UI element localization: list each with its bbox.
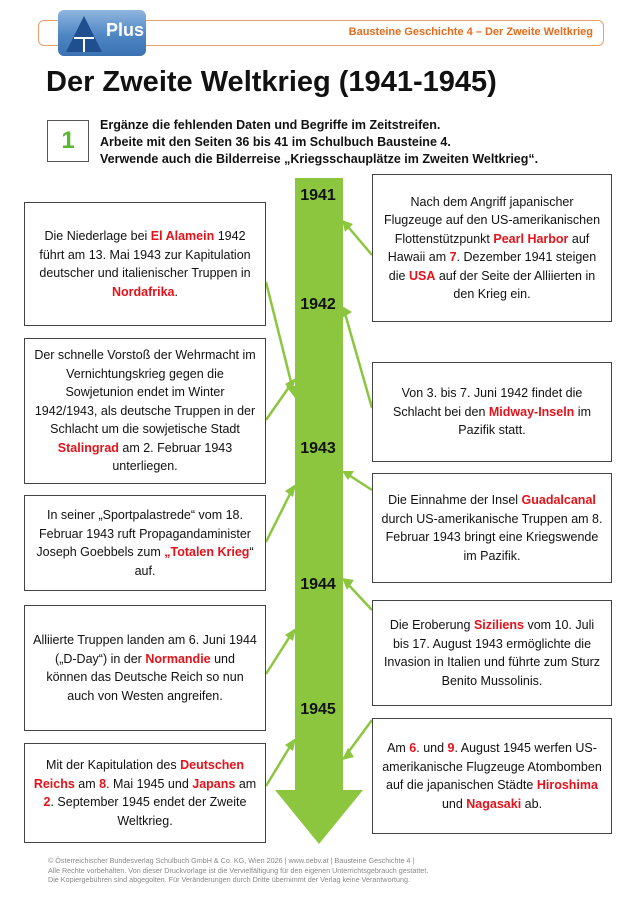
year-label: 1943 [300,440,336,457]
event-box-pearl-harbor [372,174,612,322]
arrowhead-icon [285,628,296,641]
event-text: Die Einnahme der Insel Guadalcanal durch US-amerikanische Truppen am 8. Februar 1943 bringt eine Kriegswende im Pazifik. [381,493,603,563]
arrowhead-icon [285,484,296,497]
header-title: Bausteine Geschichte 4 – Der Zweite Weltkrieg [348,26,593,38]
year-label: 1941 [300,187,336,204]
connector-line [266,282,294,394]
event-text: Nach dem Angriff japanischer Flugzeuge auf den US-amerikanischen Flottenstützpunkt Pearl Harbor auf Hawaii am 7. Dezember 1941 steigen die USA auf der Seite der Alliierten in den Krieg ein. [383,194,601,301]
event-box-guadalcanal [372,473,612,583]
arrowhead-icon [342,748,354,760]
connector-line [344,310,372,408]
event-box-totaler-krieg [24,495,266,591]
task-line: Arbeite mit den Seiten 36 bis 41 im Schulbuch Bausteine 4. [100,135,451,149]
year-label: 1944 [300,576,336,593]
event-text: In seiner „Sportpalastrede“ vom 18. Februar 1943 ruft Propagandaminister Joseph Goebbels zum „Totalen Krieg“ auf. [36,508,254,578]
event-text: Mit der Kapitulation des Deutschen Reichs am 8. Mai 1945 und Japans am 2. September 1945 endet der Zweite Weltkrieg. [33,758,257,828]
event-box-hiroshima-nagasaki [372,718,612,834]
event-text: Alliierte Truppen landen am 6. Juni 1944 („D-Day“) in der Normandie und können das Deutsche Reich so nun auch von Westen angreifen. [33,633,257,703]
task-line: Ergänze die fehlenden Daten und Begriffe im Zeitstreifen. [100,118,441,132]
year-label: 1945 [300,701,336,718]
footer-copyright [48,856,428,885]
event-text: Von 3. bis 7. Juni 1942 findet die Schlacht bei den Midway-Inseln im Pazifik statt. [392,386,591,438]
event-box-kapitulation [24,743,266,843]
task-line: Verwende auch die Bilderreise „Kriegsschauplätze im Zweiten Weltkrieg“. [100,152,539,166]
event-text: Die Eroberung Siziliens vom 10. Juli bis 17. August 1943 ermöglichte die Invasion in Italien und führte zum Sturz Benito Mussolinis. [383,618,601,688]
event-box-stalingrad [24,338,266,484]
event-box-normandie [24,605,266,731]
timeline-arrowhead [275,790,363,844]
event-box-sizilien [372,600,612,706]
footer-line: Die Kopiergebühren sind abgegolten. Für Veränderungen durch Dritte übernimmt der Verlag keine Verantwortung. [48,875,410,884]
logo-text: Plus [106,20,145,40]
page-title: Der Zweite Weltkrieg (1941-1945) [46,66,497,98]
event-text: Am 6. und 9. August 1945 werfen US-amerikanische Flugzeuge Atombomben auf die japanischen Städte Hiroshima und Nagasaki ab. [382,741,602,811]
event-box-midway [372,362,612,462]
event-text: Die Niederlage bei El Alamein 1942 führt am 13. Mai 1943 zur Kapitulation deutscher und italienischer Truppen in Nordafrika. [39,229,251,299]
footer-line: © Österreichischer Bundesverlag Schulbuch GmbH & Co. KG, Wien 2026 | www.oebv.at | Bausteine Geschichte 4 | [48,856,415,865]
event-box-el-alamein [24,202,266,326]
arrowhead-icon [285,738,296,751]
task-number: 1 [47,120,89,162]
timeline-shaft [295,178,343,790]
year-label: 1942 [300,296,336,313]
event-text: Der schnelle Vorstoß der Wehrmacht im Vernichtungskrieg gegen die Sowjetunion endet im Winter 1942/1943, als deutsche Truppen in der Schlacht um die sowjetische Stadt Stalingrad am 2. Februar 1943 unterliegen. [34,348,256,474]
footer-line: Alle Rechte vorbehalten. Von dieser Druckvorlage ist die Vervielfältigung für den eigenen Unterrichtsgebrauch gestattet. [48,865,429,875]
